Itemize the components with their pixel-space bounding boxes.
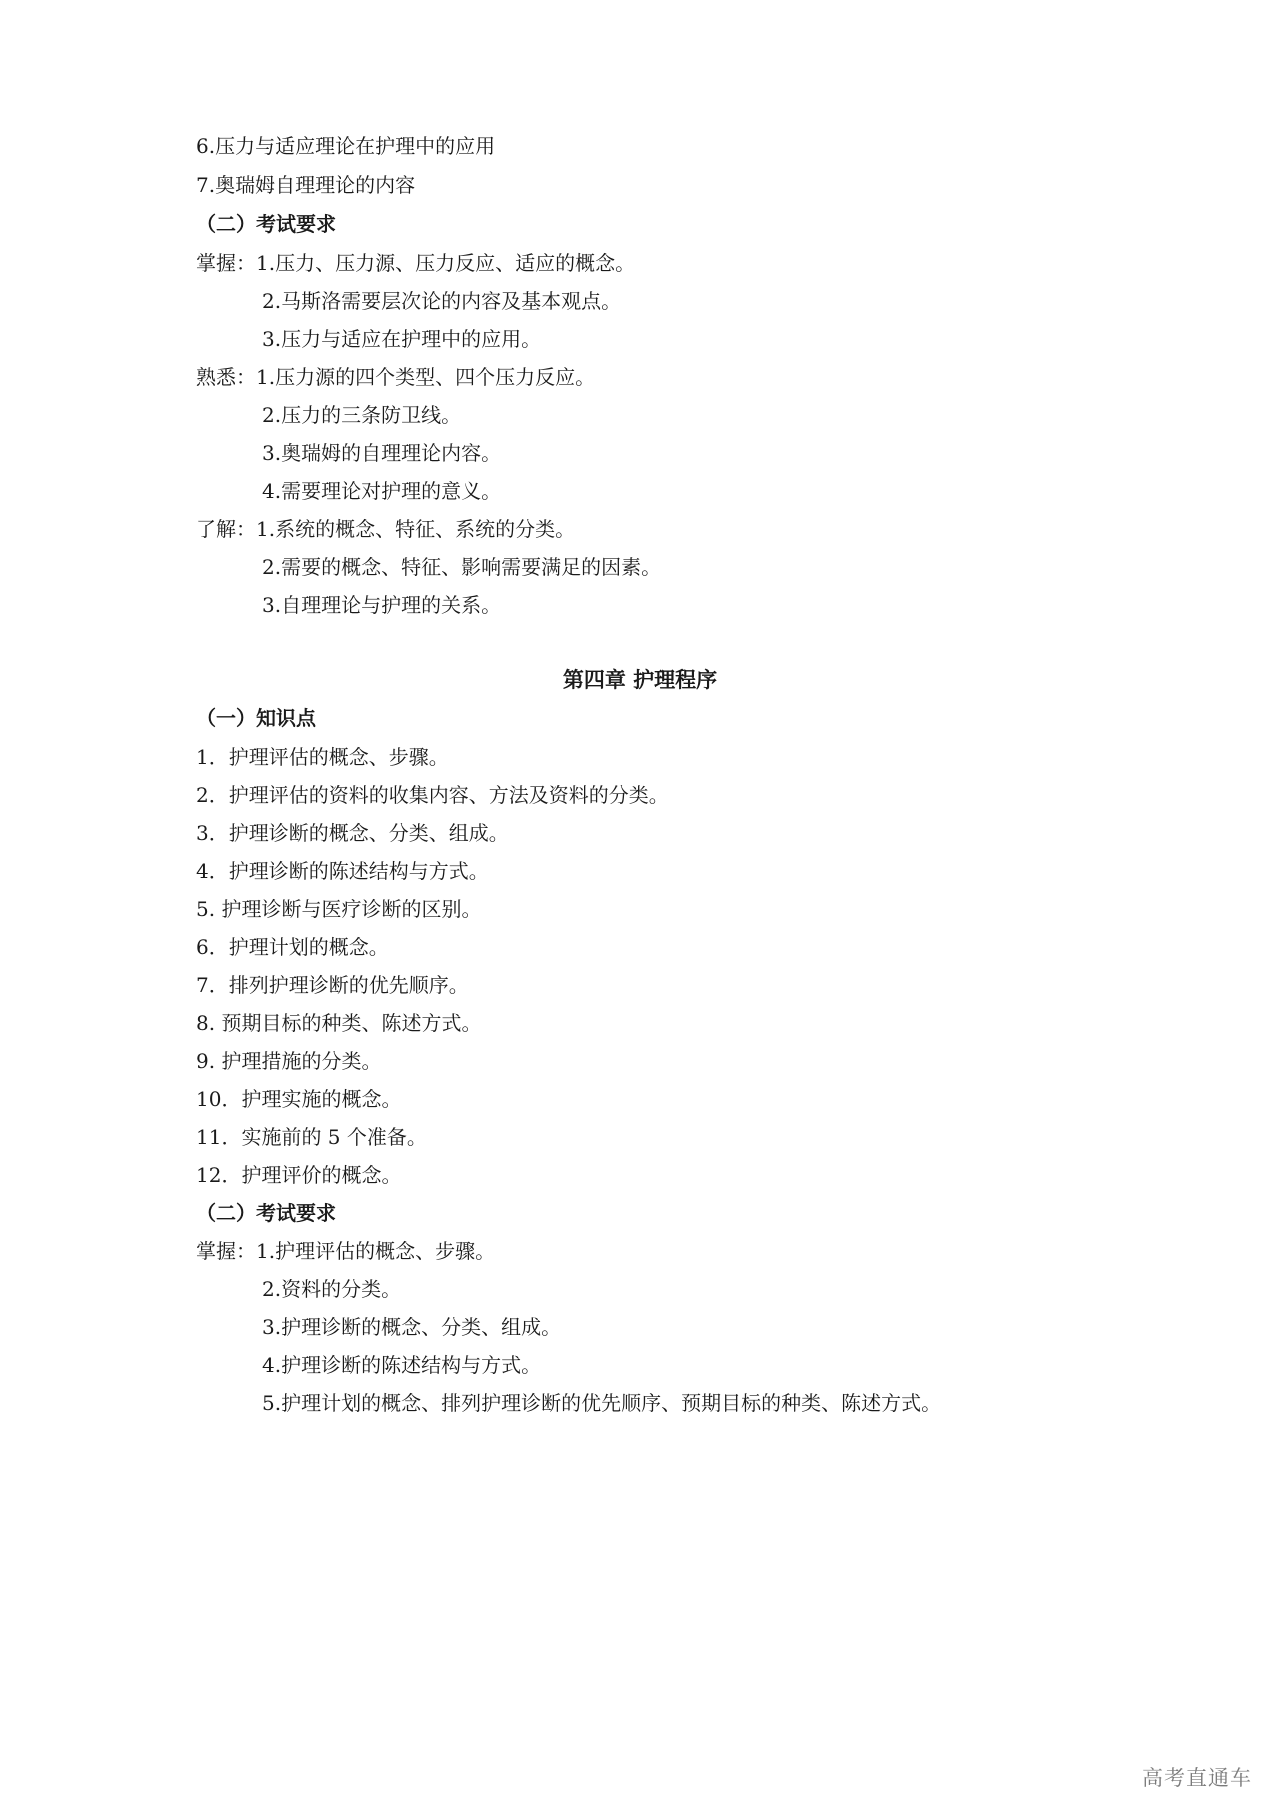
requirement-item: 2.需要的概念、特征、影响需要满足的因素。 — [262, 555, 662, 579]
requirement-item: 4.护理诊断的陈述结构与方式。 — [262, 1353, 542, 1377]
requirement-item: 1.压力、压力源、压力反应、适应的概念。 — [256, 251, 636, 275]
requirement-item: 2.马斯洛需要层次论的内容及基本观点。 — [262, 289, 622, 313]
knowledge-item: 8. 预期目标的种类、陈述方式。 — [196, 1011, 482, 1035]
requirement-item: 3.奥瑞姆的自理理论内容。 — [262, 441, 502, 465]
knowledge-item: 6.压力与适应理论在护理中的应用 — [196, 134, 496, 158]
knowledge-item: 11．实施前的 5 个准备。 — [196, 1125, 427, 1149]
requirement-item: 3.护理诊断的概念、分类、组成。 — [262, 1315, 562, 1339]
knowledge-item: 7.奥瑞姆自理理论的内容 — [196, 173, 416, 197]
chapter-title: 第四章 护理程序 — [562, 668, 718, 692]
requirement-item: 3.自理理论与护理的关系。 — [262, 593, 502, 617]
requirement-item: 2.压力的三条防卫线。 — [262, 403, 462, 427]
requirement-item: 4.需要理论对护理的意义。 — [262, 479, 502, 503]
requirements-heading: （二）考试要求 — [196, 1201, 336, 1225]
requirements-heading: （二）考试要求 — [196, 212, 336, 236]
knowledge-item: 9. 护理措施的分类。 — [196, 1049, 382, 1073]
requirement-row-master — [196, 250, 635, 276]
knowledge-item: 3．护理诊断的概念、分类、组成。 — [196, 821, 509, 845]
knowledge-item: 6．护理计划的概念。 — [196, 935, 389, 959]
understand-label: 了解： — [196, 517, 256, 541]
knowledge-item: 1．护理评估的概念、步骤。 — [196, 745, 449, 769]
requirement-item: 2.资料的分类。 — [262, 1277, 402, 1301]
knowledge-item: 2．护理评估的资料的收集内容、方法及资料的分类。 — [196, 783, 669, 807]
requirement-item: 1.系统的概念、特征、系统的分类。 — [256, 517, 576, 541]
requirement-row-master — [196, 1238, 495, 1264]
watermark-text: 高考直通车 — [1142, 1766, 1252, 1790]
requirement-item: 1.护理评估的概念、步骤。 — [256, 1239, 496, 1263]
requirement-row-understand — [196, 516, 575, 542]
requirement-item: 1.压力源的四个类型、四个压力反应。 — [256, 365, 596, 389]
requirement-item: 5.护理计划的概念、排列护理诊断的优先顺序、预期目标的种类、陈述方式。 — [262, 1391, 942, 1415]
master-label: 掌握： — [196, 1239, 256, 1263]
requirement-row-familiar — [196, 364, 595, 390]
master-label: 掌握： — [196, 251, 256, 275]
knowledge-item: 7．排列护理诊断的优先顺序。 — [196, 973, 469, 997]
knowledge-item: 4．护理诊断的陈述结构与方式。 — [196, 859, 489, 883]
knowledge-item: 12．护理评价的概念。 — [196, 1163, 402, 1187]
knowledge-item: 5. 护理诊断与医疗诊断的区别。 — [196, 897, 482, 921]
familiar-label: 熟悉： — [196, 365, 256, 389]
knowledge-heading: （一）知识点 — [196, 706, 316, 730]
knowledge-item: 10．护理实施的概念。 — [196, 1087, 402, 1111]
requirement-item: 3.压力与适应在护理中的应用。 — [262, 327, 542, 351]
